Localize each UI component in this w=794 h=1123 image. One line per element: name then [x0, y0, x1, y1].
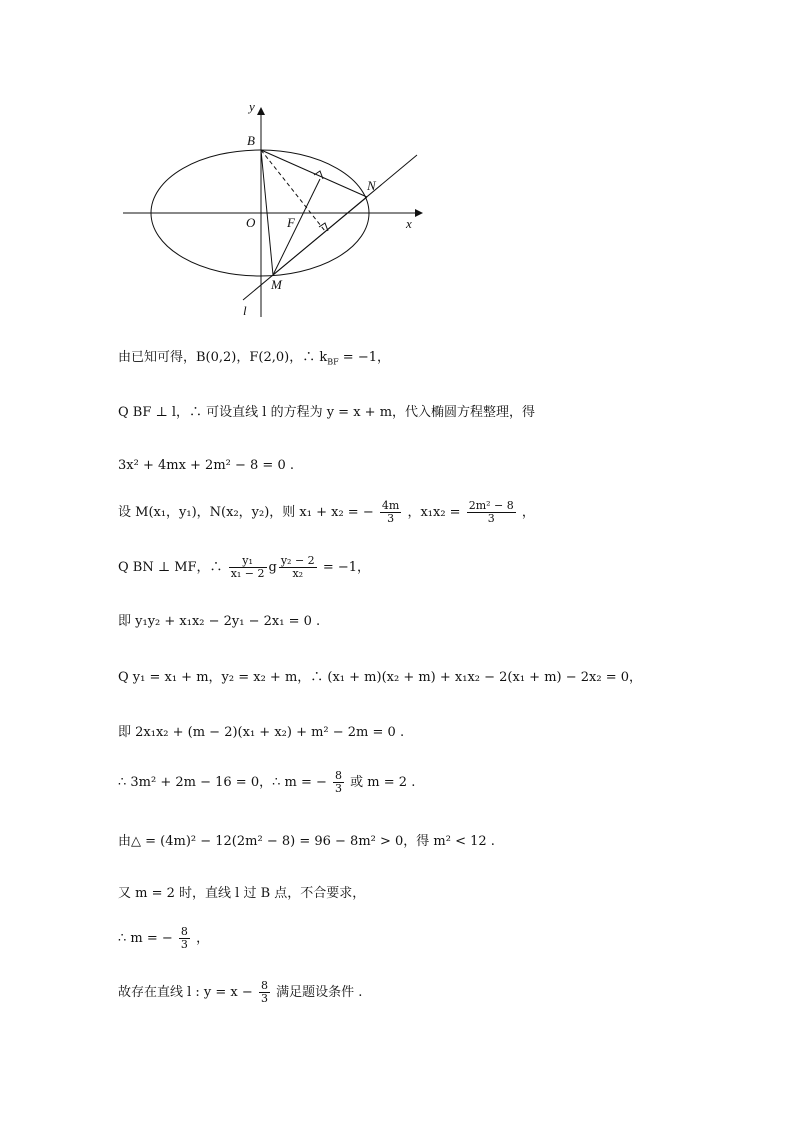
line-5-a: Q BN ⊥ MF，∴	[118, 560, 223, 575]
line-11-text: 又 m = 2 时，直线 l 过 B 点，不合要求，	[118, 886, 366, 901]
solution-line-4	[118, 500, 535, 525]
solution-line-9	[118, 770, 415, 795]
line-1-text: 由已知可得，B(0,2)，F(2,0)，∴ k	[118, 350, 328, 365]
solution-line-12	[118, 926, 209, 951]
ellipse-diagram	[115, 95, 435, 325]
line-2-text: Q BF ⊥ l，∴ 可设直线 l 的方程为 y = x + m，代入椭圆方程整理，得	[118, 405, 536, 420]
x-axis-arrow	[415, 209, 423, 217]
line-5-c: = −1，	[322, 560, 371, 575]
line-9-a: ∴ 3m² + 2m − 16 = 0，∴ m = −	[118, 775, 327, 790]
label-b: B	[247, 133, 255, 148]
solution-line-6	[118, 612, 320, 632]
fraction-8-3-a: $\frac{8}{3}$	[335, 769, 343, 795]
label-m: M	[271, 277, 282, 292]
label-n: N	[367, 178, 376, 193]
fraction-2m2-8-3: $\frac{\text{2m² − 8}}{3}$	[468, 499, 514, 525]
segment-bn	[261, 150, 367, 197]
line-7-text: Q y₁ = x₁ + m，y₂ = x₂ + m，∴ (x₁ + m)(x₂ + m) + x₁x₂ − 2(x₁ + m) − 2x₂ = 0，	[118, 670, 642, 685]
line-8-text: 即 2x₁x₂ + (m − 2)(x₁ + x₂) + m² − 2m = 0 .	[118, 725, 405, 740]
line-10-text: 由△ = (4m)² − 12(2m² − 8) = 96 − 8m² > 0，得 m² < 12 .	[118, 834, 495, 849]
line-1-sub: BF	[327, 357, 339, 367]
line-13-a: 故存在直线 l : y = x −	[118, 985, 253, 1000]
ellipse-figure	[115, 95, 435, 325]
label-y: y	[249, 99, 255, 114]
line-5-b: g	[268, 560, 277, 575]
solution-line-11	[118, 884, 365, 904]
line-4-c: ，	[521, 505, 535, 520]
solution-line-3	[118, 456, 294, 476]
fraction-8-3-c: $\frac{8}{3}$	[260, 979, 268, 1005]
line-1-end: = −1，	[338, 350, 390, 365]
fraction-y2: $\frac{\text{y₂ − 2}}{\text{x₂}}$	[280, 554, 315, 580]
label-f: F	[287, 215, 295, 230]
line-9-b: 或 m = 2 .	[350, 775, 416, 790]
line-13-b: 满足题设条件 .	[276, 985, 363, 1000]
line-12-a: ∴ m = −	[118, 931, 173, 946]
line-4-a: 设 M(x₁，y₁)，N(x₂，y₂)，则 x₁ + x₂ = −	[118, 505, 374, 520]
solution-line-8	[118, 723, 404, 743]
solution-line-10	[118, 832, 495, 852]
line-4-b: ，x₁x₂ =	[407, 505, 461, 520]
segment-m-foot	[273, 179, 320, 275]
label-x: x	[406, 216, 412, 231]
fraction-y1: $\frac{\text{y₁}}{\text{x₁ − 2}}$	[230, 554, 265, 580]
solution-line-7	[118, 668, 642, 688]
fraction-8-3-b: $\frac{8}{3}$	[180, 925, 188, 951]
solution-line-1	[118, 348, 390, 373]
segment-mn	[273, 197, 367, 275]
line-3-text: 3x² + 4mx + 2m² − 8 = 0 .	[118, 458, 294, 473]
label-o: O	[246, 215, 256, 230]
fraction-4m-3: $\frac{4m}{3}$	[381, 499, 400, 525]
line-6-text: 即 y₁y₂ + x₁x₂ − 2y₁ − 2x₁ = 0 .	[118, 614, 321, 629]
solution-line-5	[118, 555, 370, 580]
y-axis-arrow	[257, 107, 265, 115]
line-12-b: ，	[196, 931, 210, 946]
solution-line-13	[118, 980, 362, 1005]
label-l: l	[243, 303, 247, 318]
solution-line-2	[118, 403, 535, 423]
